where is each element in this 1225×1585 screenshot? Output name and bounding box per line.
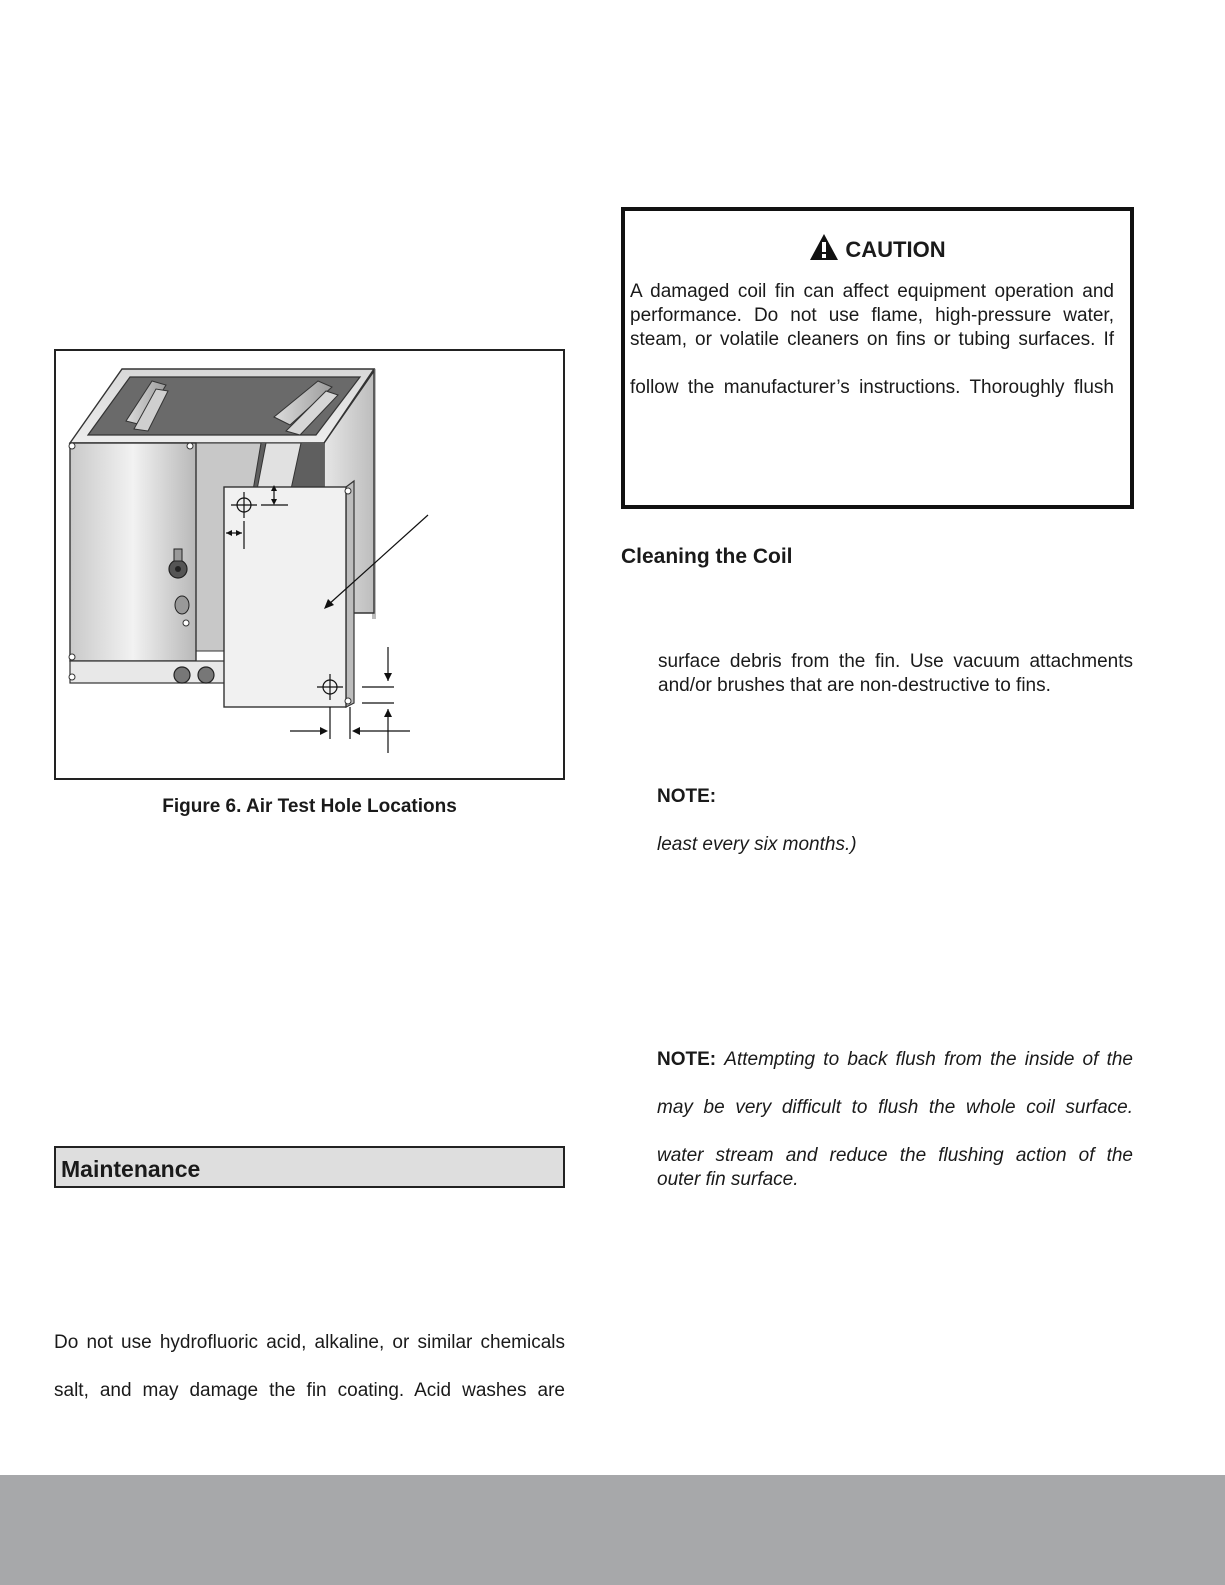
cleaning-heading: Cleaning the Coil <box>621 545 793 568</box>
cleaning-line: and/or brushes that are non-destructive to fins. <box>658 675 1051 696</box>
maintenance-line: salt, and may damage the fin coating. Acid washes are <box>54 1380 565 1401</box>
note-text: least every six months.) <box>657 834 857 855</box>
footer-band <box>0 1475 1225 1585</box>
maintenance-line: Do not use hydrofluoric acid, alkaline, or similar chemicals <box>54 1332 565 1353</box>
note-2-first-line <box>657 1048 1133 1072</box>
note-text: Attempting to back flush from the inside of the <box>724 1049 1134 1070</box>
caution-title-text: CAUTION <box>845 237 946 262</box>
maintenance-heading: Maintenance <box>61 1156 201 1182</box>
figure-caption: Figure 6. Air Test Hole Locations <box>162 796 457 817</box>
caution-box <box>621 207 1134 509</box>
note-label: NOTE: <box>657 1049 717 1070</box>
note-label: NOTE: <box>657 786 717 807</box>
maintenance-heading-bar <box>54 1146 565 1188</box>
caution-line: steam, or volatile cleaners on fins or tubing surfaces. If <box>630 329 1114 350</box>
air-test-hole-illustration <box>56 351 563 778</box>
cleaning-line: surface debris from the fin. Use vacuum attachments <box>658 651 1133 672</box>
figure-6-frame <box>54 349 565 780</box>
note-text: outer fin surface. <box>657 1169 799 1190</box>
note-text: may be very difficult to flush the whole coil surface. <box>657 1097 1133 1118</box>
warning-triangle-icon <box>809 233 839 267</box>
caution-title <box>625 233 1130 267</box>
caution-line: performance. Do not use flame, high-pressure water, <box>630 305 1114 326</box>
note-text: water stream and reduce the flushing action of the <box>657 1145 1133 1166</box>
caution-line: follow the manufacturer’s instructions. Thoroughly flush <box>630 377 1114 398</box>
caution-line: A damaged coil fin can affect equipment operation and <box>630 281 1114 302</box>
